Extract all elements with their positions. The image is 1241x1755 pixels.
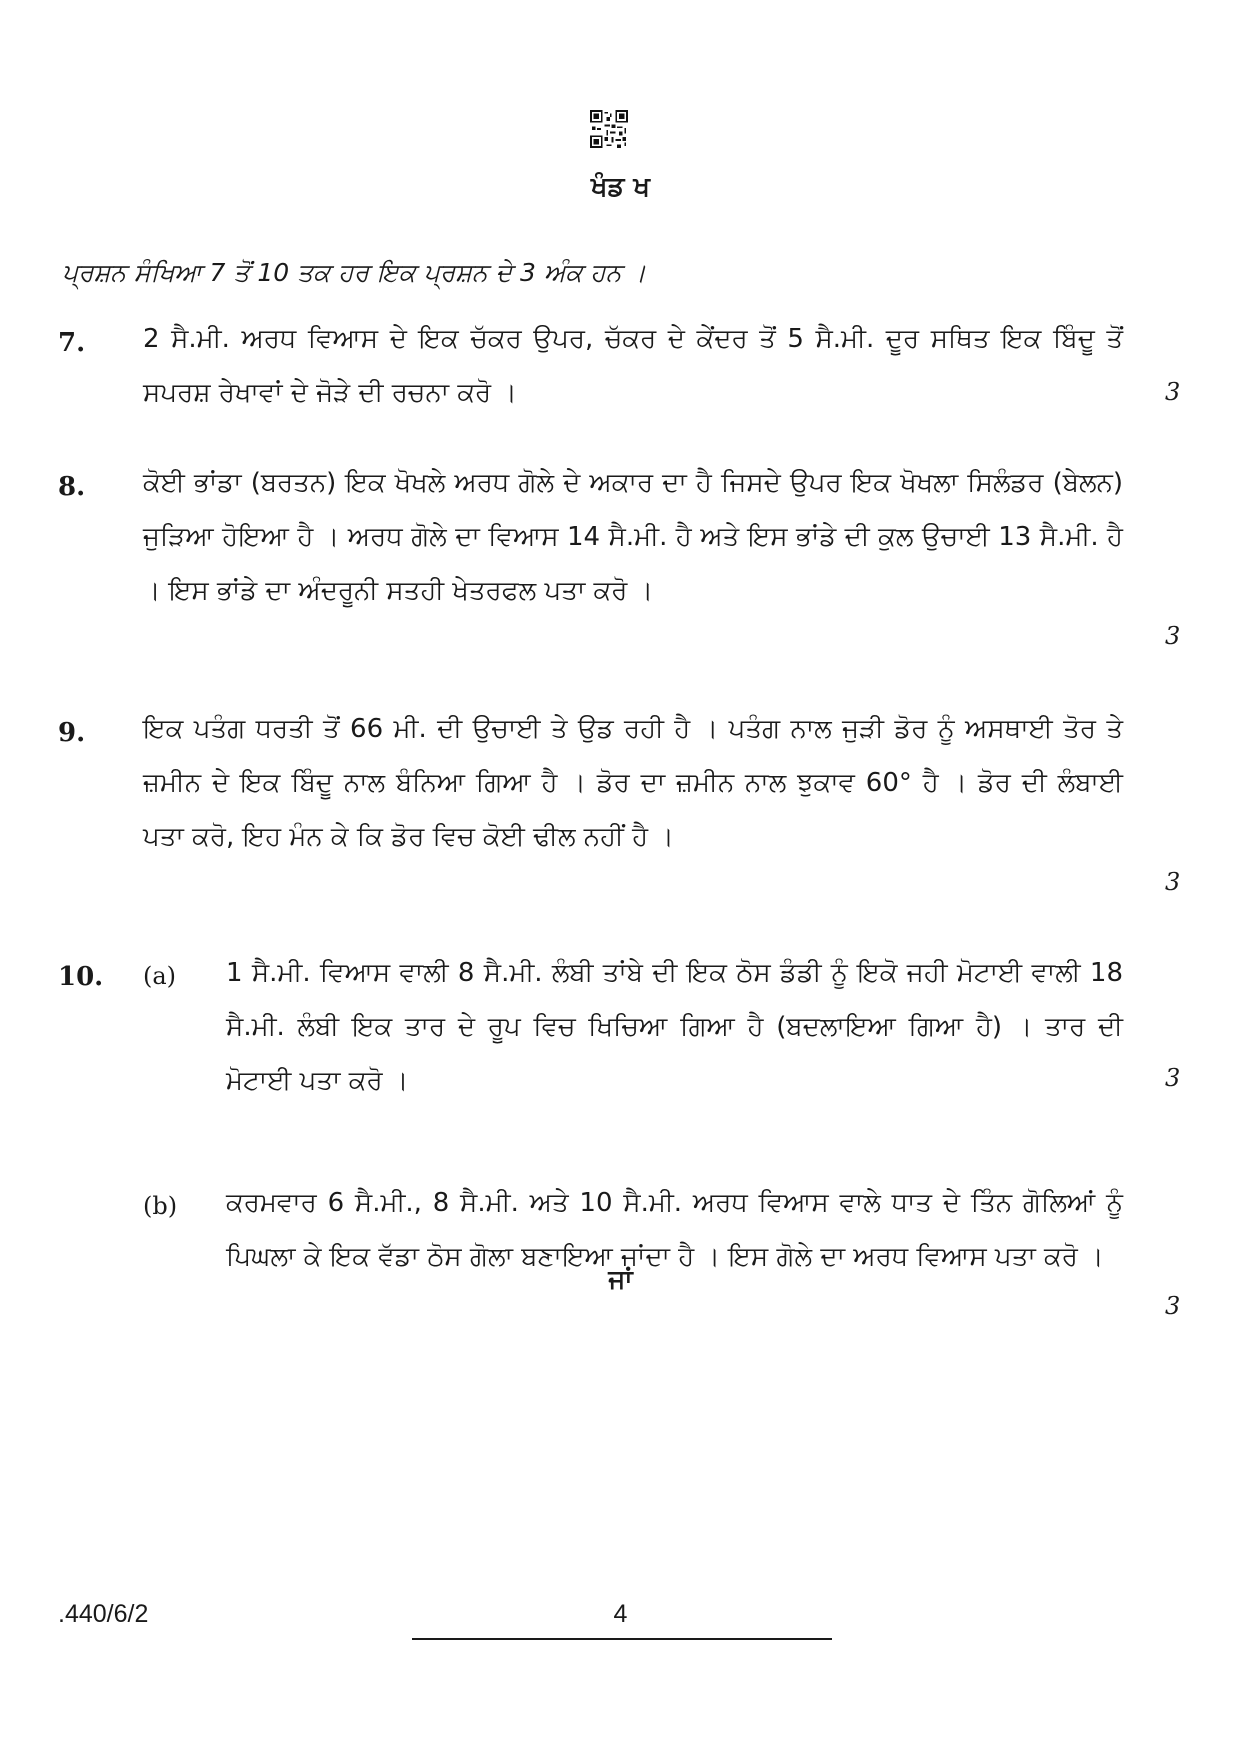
sub-question-text: 1 ਸੈ.ਮੀ. ਵਿਆਸ ਵਾਲੀ 8 ਸੈ.ਮੀ. ਲੰਬੀ ਤਾਂਬੇ ਦੀ ਇਕ ਠੋਸ ਡੰਡੀ ਨੂੰ ਇਕੋ ਜਹੀ ਮੋਟਾਈ ਵਾਲੀ 18 ਸੈ.ਮੀ. ਲੰਬੀ ਇਕ ਤਾਰ ਦੇ ਰੂਪ ਵਿਚ ਖਿਚਿਆ ਗਿਆ ਹੈ (ਬਦਲਾਇਆ ਗਿਆ ਹੈ) । ਤਾਰ ਦੀ ਮੋਟਾਈ ਪਤਾ ਕਰੋ । <box>226 958 1123 1096</box>
question-text: ਇਕ ਪਤੰਗ ਧਰਤੀ ਤੋਂ 66 ਮੀ. ਦੀ ਉਚਾਈ ਤੇ ਉਡ ਰਹੀ ਹੈ । ਪਤੰਗ ਨਾਲ ਜੁੜੀ ਡੋਰ ਨੂੰ ਅਸਥਾਈ ਤੋਰ ਤੇ ਜ਼ਮੀਨ ਦੇ ਇਕ ਬਿੰਦੂ ਨਾਲ ਬੰਨਿਆ ਗਿਆ ਹੈ । ਡੋਰ ਦਾ ਜ਼ਮੀਨ ਨਾਲ ਝੁਕਾਵ 60° ਹੈ । ਡੋਰ ਦੀ ਲੰਬਾਈ ਪਤਾ ਕਰੋ, ਇਹ ਮੰਨ ਕੇ ਕਿ ਡੋਰ ਵਿਚ ਕੋਈ ਢੀਲ ਨਹੀਂ ਹੈ । <box>143 714 1123 852</box>
footer-divider <box>412 1638 832 1640</box>
question-text: ਕੋਈ ਭਾਂਡਾ (ਬਰਤਨ) ਇਕ ਖੋਖਲੇ ਅਰਧ ਗੋਲੇ ਦੇ ਅਕਾਰ ਦਾ ਹੈ ਜਿਸਦੇ ਉਪਰ ਇਕ ਖੋਖਲਾ ਸਿਲੰਡਰ (ਬੇਲਨ) ਜੁੜਿਆ ਹੋਇਆ ਹੈ । ਅਰਧ ਗੋਲੇ ਦਾ ਵਿਆਸ 14 ਸੈ.ਮੀ. ਹੈ ਅਤੇ ਇਸ ਭਾਂਡੇ ਦੀ ਕੁਲ ਉਚਾਈ 13 ਸੈ.ਮੀ. ਹੈ । ਇਸ ਭਾਂਡੇ ਦਾ ਅੰਦਰੂਨੀ ਸਤਹੀ ਖੇਤਰਫਲ ਪਤਾ ਕਰੋ । <box>143 468 1123 606</box>
question-marks: 3 <box>1165 378 1181 406</box>
question-marks: 3 <box>1165 622 1181 650</box>
sub-question-label: (a) <box>143 962 177 990</box>
question-marks: 3 <box>1165 1292 1181 1320</box>
section-title: ਖੰਡ ਖ <box>591 172 650 202</box>
sub-question-text: ਕਰਮਵਾਰ 6 ਸੈ.ਮੀ., 8 ਸੈ.ਮੀ. ਅਤੇ 10 ਸੈ.ਮੀ. ਅਰਧ ਵਿਆਸ ਵਾਲੇ ਧਾਤ ਦੇ ਤਿੰਨ ਗੋਲਿਆਂ ਨੂੰ ਪਿਘਲਾ ਕੇ ਇਕ ਵੱਡਾ ਠੋਸ ਗੋਲਾ ਬਣਾਇਆ ਜਾਂਦਾ ਹੈ । ਇਸ ਗੋਲੇ ਦਾ ਅਰਧ ਵਿਆਸ ਪਤਾ ਕਰੋ । <box>226 1188 1123 1272</box>
section-instruction: ਪ੍ਰਸ਼ਨ ਸੰਖਿਆ 7 ਤੋਂ 10 ਤਕ ਹਰ ਇਕ ਪ੍ਰਸ਼ਨ ਦੇ 3 ਅੰਕ ਹਨ । <box>62 258 647 287</box>
paper-code: .440/6/2 <box>58 1600 149 1628</box>
question-number: 10. <box>58 962 104 992</box>
question-number: 7. <box>58 328 86 358</box>
question-marks: 3 <box>1165 868 1181 896</box>
page-number: 4 <box>613 1600 628 1628</box>
question-number: 9. <box>58 718 86 748</box>
qr-code-icon <box>590 110 628 148</box>
or-separator: ਜਾਂ <box>608 1265 633 1295</box>
question-text: 2 ਸੈ.ਮੀ. ਅਰਧ ਵਿਆਸ ਦੇ ਇਕ ਚੱਕਰ ਉਪਰ, ਚੱਕਰ ਦੇ ਕੇਂਦਰ ਤੋਂ 5 ਸੈ.ਮੀ. ਦੂਰ ਸਥਿਤ ਇਕ ਬਿੰਦੂ ਤੋਂ ਸਪਰਸ਼ ਰੇਖਾਵਾਂ ਦੇ ਜੋੜੇ ਦੀ ਰਚਨਾ ਕਰੋ । <box>143 324 1123 408</box>
question-number: 8. <box>58 472 86 502</box>
question-marks: 3 <box>1165 1064 1181 1092</box>
sub-question-label: (b) <box>143 1192 178 1220</box>
